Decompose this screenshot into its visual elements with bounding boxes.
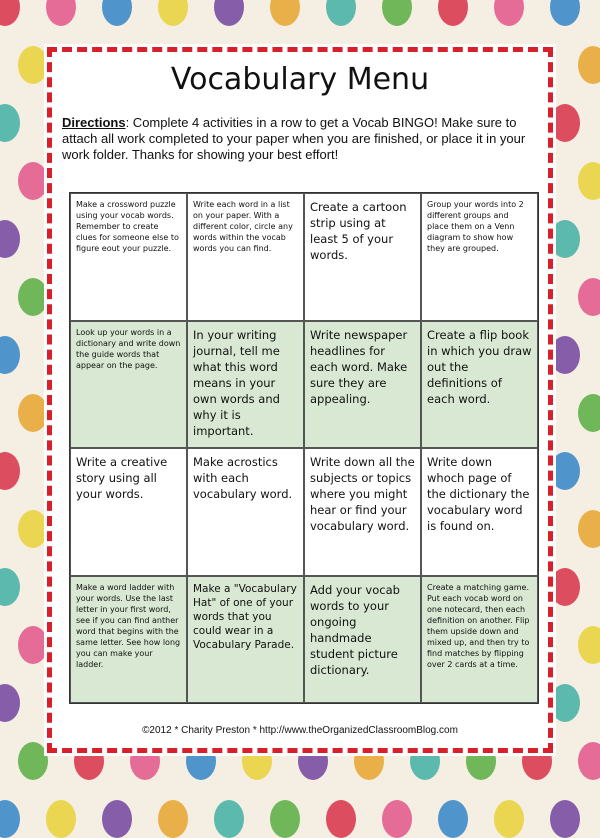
activity-cell: Look up your words in a dictionary and write down the guide words that appear on the page. — [70, 321, 187, 449]
polka-dot — [578, 394, 600, 432]
directions-label: Directions — [62, 115, 126, 130]
polka-dot — [270, 800, 300, 838]
activity-grid — [69, 192, 539, 704]
activity-cell: Write down whoch page of the dictionary the vocabulary word is found on. — [421, 448, 538, 576]
directions — [62, 115, 542, 163]
polka-dot — [550, 800, 580, 838]
polka-dot — [158, 800, 188, 838]
polka-dot — [0, 452, 20, 490]
polka-dot — [0, 568, 20, 606]
activity-cell: Create a flip book in which you draw out the definitions of each word. — [421, 321, 538, 449]
polka-dot — [46, 800, 76, 838]
polka-dot — [18, 510, 48, 548]
polka-dot — [550, 336, 580, 374]
polka-dot — [18, 46, 48, 84]
activity-cell: In your writing journal, tell me what this word means in your own words and why it is important. — [187, 321, 304, 449]
activity-cell: Add your vocab words to your ongoing handmade student picture dictionary. — [304, 576, 421, 704]
polka-dot — [0, 0, 20, 26]
polka-dot — [550, 104, 580, 142]
polka-dot — [438, 800, 468, 838]
polka-dot — [46, 0, 76, 26]
directions-text: : Complete 4 activities in a row to get a Vocab BINGO! Make sure to attach all work completed to your paper when you are finished, or place it in your work folder. Thanks for showing your best effort! — [62, 115, 526, 162]
polka-dot — [550, 568, 580, 606]
polka-dot — [382, 800, 412, 838]
activity-cell: Make a word ladder with your words. Use the last letter in your first word, see if you can find anther word that begins with the same letter. See how long you can make your ladder. — [70, 576, 187, 704]
polka-dot — [326, 0, 356, 26]
activity-cell: Write each word in a list on your paper. With a different color, circle any words within the vocab words you can find. — [187, 193, 304, 321]
polka-dot — [550, 0, 580, 26]
polka-dot — [102, 0, 132, 26]
polka-dot — [438, 0, 468, 26]
polka-dot — [550, 452, 580, 490]
activity-cell: Write down all the subjects or topics where you might hear or find your vocabulary word. — [304, 448, 421, 576]
activity-cell: Create a matching game. Put each vocab word on one notecard, then each definition on another. Flip them upside down and mixed up, and then try to find matches by flipping over 2 cards at a time. — [421, 576, 538, 704]
activity-cell: Group your words into 2 different groups and place them on a Venn diagram to show how they are grouped. — [421, 193, 538, 321]
polka-dot — [578, 46, 600, 84]
polka-dot — [0, 220, 20, 258]
menu-page — [47, 47, 553, 753]
polka-dot — [0, 684, 20, 722]
activity-cell: Write a creative story using all your words. — [70, 448, 187, 576]
activity-cell: Make a "Vocabulary Hat" of one of your words that you could wear in a Vocabulary Parade. — [187, 576, 304, 704]
polka-dot — [578, 510, 600, 548]
polka-dot — [550, 684, 580, 722]
activity-cell: Make a crossword puzzle using your vocab words. Remember to create clues for someone else to figure eout your puzzle. — [70, 193, 187, 321]
activity-cell: Write newspaper headlines for each word. Make sure they are appealing. — [304, 321, 421, 449]
activity-cell: Make acrostics with each vocabulary word. — [187, 448, 304, 576]
polka-dot — [326, 800, 356, 838]
polka-dot — [578, 278, 600, 316]
polka-dot — [158, 0, 188, 26]
polka-dot — [102, 800, 132, 838]
polka-dot — [578, 162, 600, 200]
polka-dot — [18, 278, 48, 316]
polka-dot — [18, 626, 48, 664]
polka-dot — [0, 336, 20, 374]
polka-dot — [18, 394, 48, 432]
polka-dot — [550, 220, 580, 258]
polka-dot — [382, 0, 412, 26]
polka-dot — [494, 0, 524, 26]
polka-dot — [578, 626, 600, 664]
polka-dot — [214, 800, 244, 838]
polka-dot — [214, 0, 244, 26]
polka-dot — [494, 800, 524, 838]
activity-cell: Create a cartoon strip using at least 5 of your words. — [304, 193, 421, 321]
polka-dot — [0, 800, 20, 838]
polka-dot — [18, 162, 48, 200]
polka-dot — [578, 742, 600, 780]
copyright-footer: ©2012 * Charity Preston * http://www.theOrganizedClassroomBlog.com — [142, 725, 458, 736]
polka-dot — [270, 0, 300, 26]
polka-dot — [18, 742, 48, 780]
polka-dot — [0, 104, 20, 142]
page-title: Vocabulary Menu — [170, 62, 430, 97]
